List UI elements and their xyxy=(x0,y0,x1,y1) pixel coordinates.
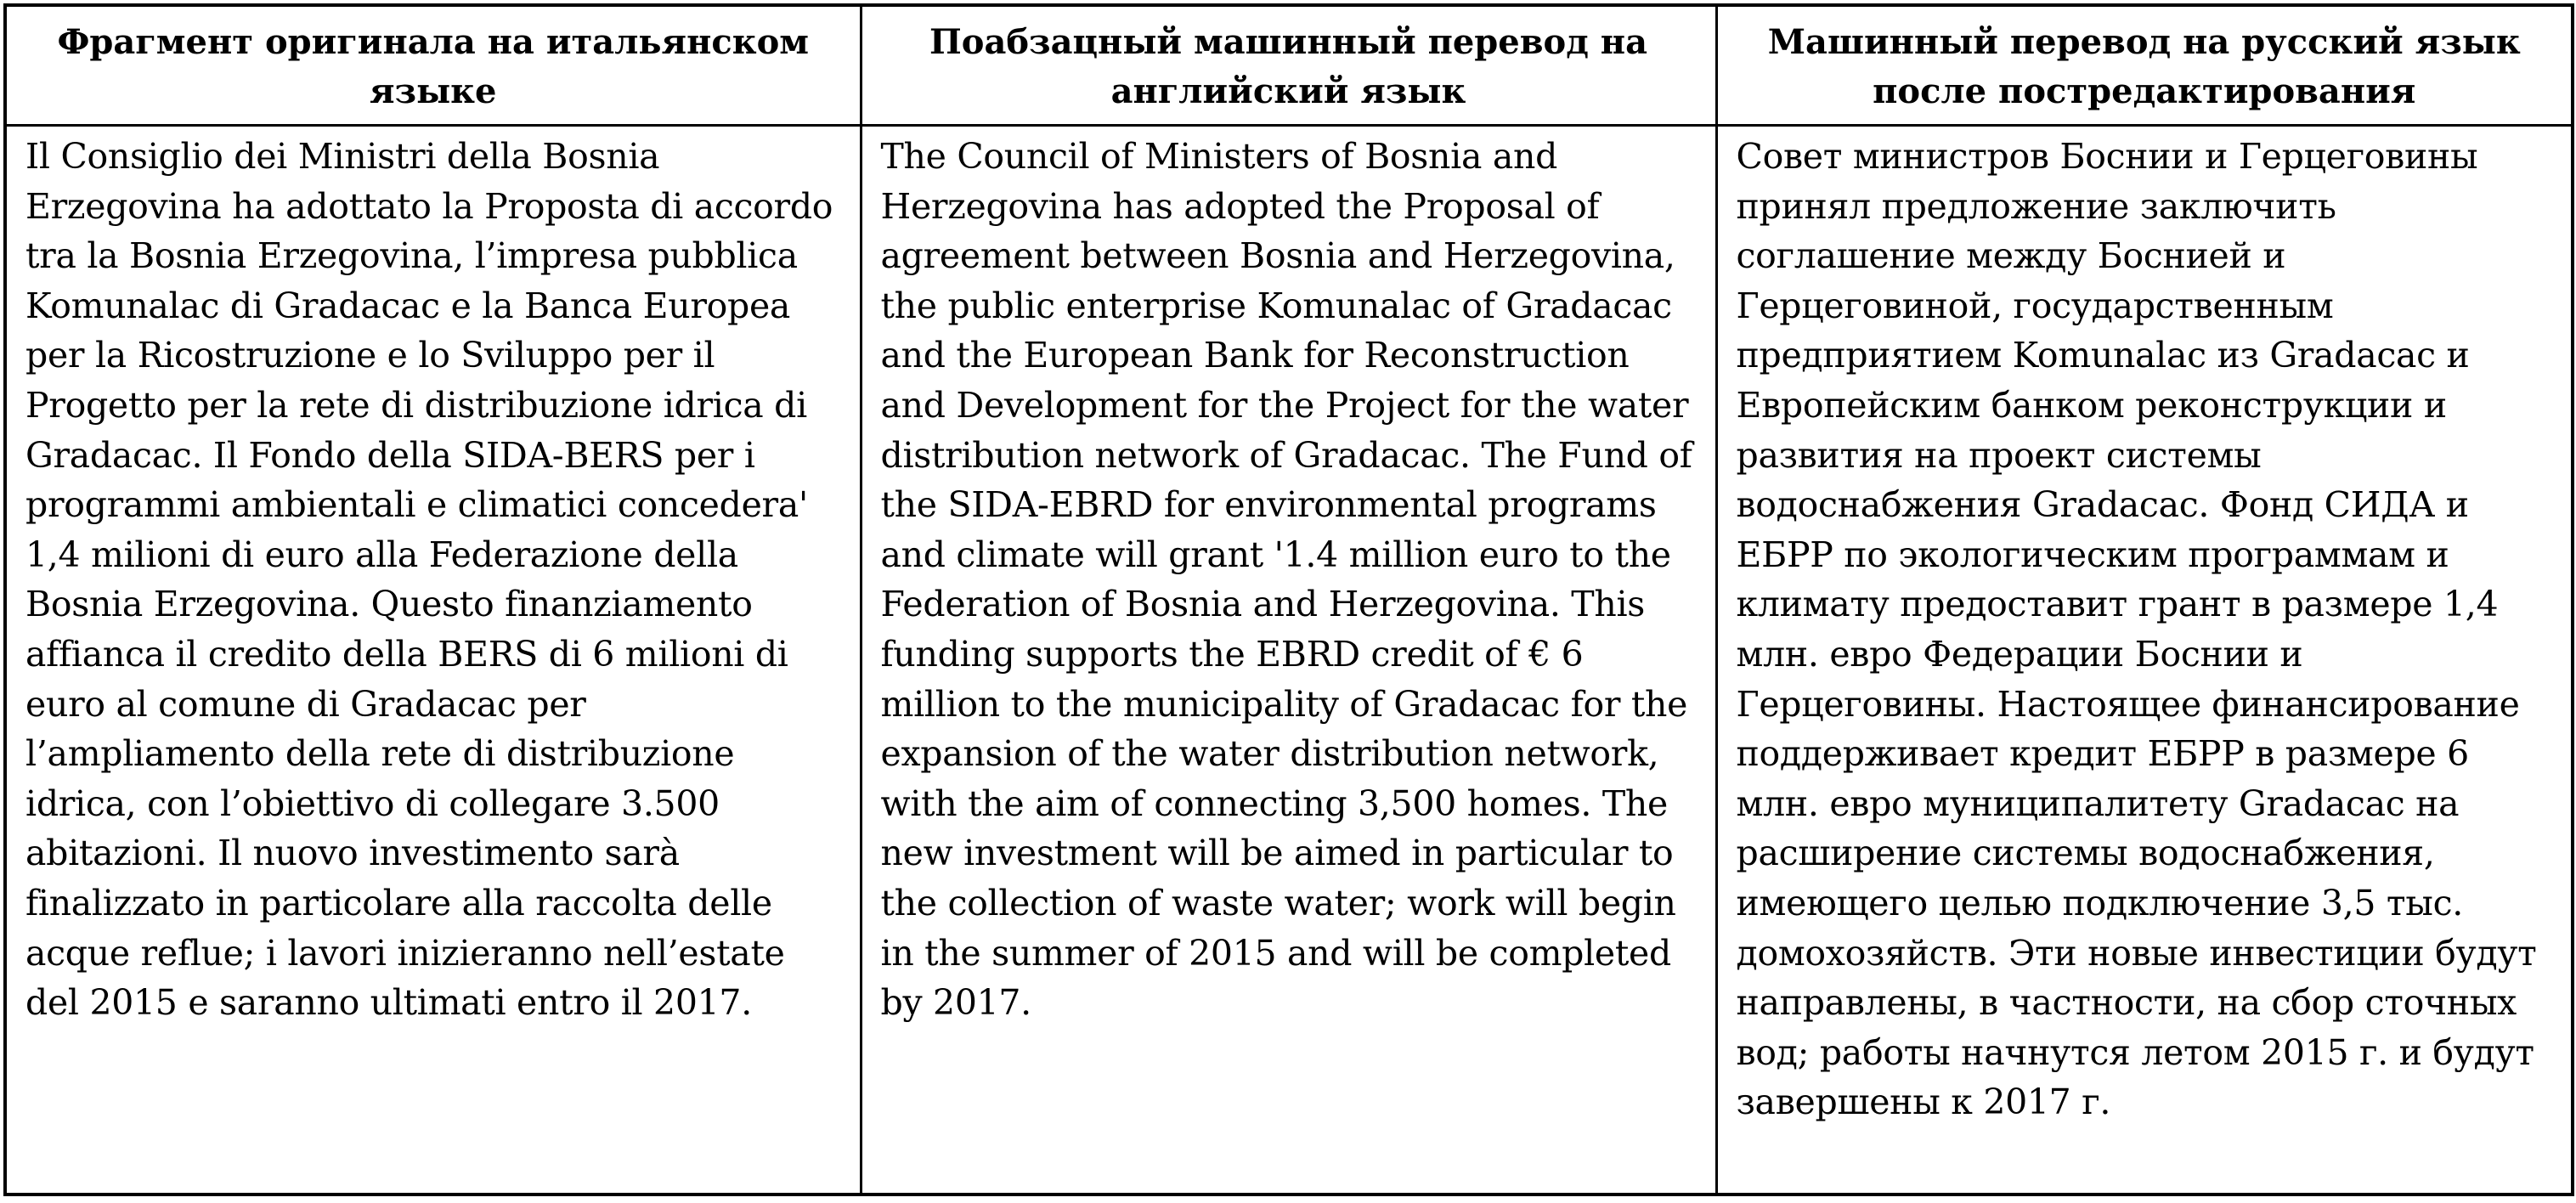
cell-english-text xyxy=(861,126,1716,1195)
header-english-machine-translation: Поабзацный машинный перевод на английский язык xyxy=(861,5,1716,126)
russian-paragraph: Совет министров Боснии и Герцеговины принял предложение заключить соглашение между Боснией и Герцеговиной, государственным предприятием Komunalac из Gradacac и Европейским банком реконструкции и развития на проект системы водоснабжения Gradacac. Фонд СИДА и ЕБРР по экологическим программам и климату предоставит грант в размере 1,4 млн. евро Федерации Боснии и Герцеговины. Настоящее финансирование поддерживает кредит ЕБРР в размере 6 млн. евро муниципалитету Gradacac на расширение системы водоснабжения, имеющего целью подключение 3,5 тыс. домохозяйств. Эти новые инвестиции будут направлены, в частности, на сбор сточных вод; работы начнутся летом 2015 г. и будут завершены к 2017 г. xyxy=(1736,136,2537,1123)
header-russian-postedited-translation: Машинный перевод на русский язык после постредактирования xyxy=(1716,5,2573,126)
translation-comparison-table xyxy=(3,3,2574,1196)
table-row xyxy=(5,126,2573,1195)
english-paragraph: The Council of Ministers of Bosnia and Herzegovina has adopted the Proposal of agreement between Bosnia and Herzegovina, the public enterprise Komunalac of Gradacac and the European Bank for Reconstruction and Development for the Project for the water distribution network of Gradacac. The Fund of the SIDA-EBRD for environmental programs and climate will grant '1.4 million euro to the Federation of Bosnia and Herzegovina. This funding supports the EBRD credit of € 6 million to the municipality of Gradacac for the expansion of the water distribution network, with the aim of connecting 3,500 homes. The new investment will be aimed in particular to the collection of waste water; work will begin in the summer of 2015 and will be completed by 2017. xyxy=(880,136,1692,1024)
cell-italian-text xyxy=(5,126,861,1195)
translation-table-wrapper xyxy=(3,3,2571,1196)
table-header-row xyxy=(5,5,2573,126)
italian-paragraph: Il Consiglio dei Ministri della Bosnia Erzegovina ha adottato la Proposta di accordo tra la Bosnia Erzegovina, l’impresa pubblica Komunalac di Gradacac e la Banca Europea per la Ricostruzione e lo Sviluppo per il Progetto per la rete di distribuzione idrica di Gradacac. Il Fondo della SIDA-BERS per i programmi ambientali e climatici concedera' 1,4 milioni di euro alla Federazione della Bosnia Erzegovina. Questo finanziamento affianca il credito della BERS di 6 milioni di euro al comune di Gradacac per l’ampliamento della rete di distribuzione idrica, con l’obiettivo di collegare 3.500 abitazioni. Il nuovo investimento sarà finalizzato in particolare alla raccolta delle acque reflue; i lavori inizieranno nell’estate del 2015 e saranno ultimati entro il 2017. xyxy=(25,136,833,1024)
header-italian-original: Фрагмент оригинала на итальянском языке xyxy=(5,5,861,126)
cell-russian-text xyxy=(1716,126,2573,1195)
